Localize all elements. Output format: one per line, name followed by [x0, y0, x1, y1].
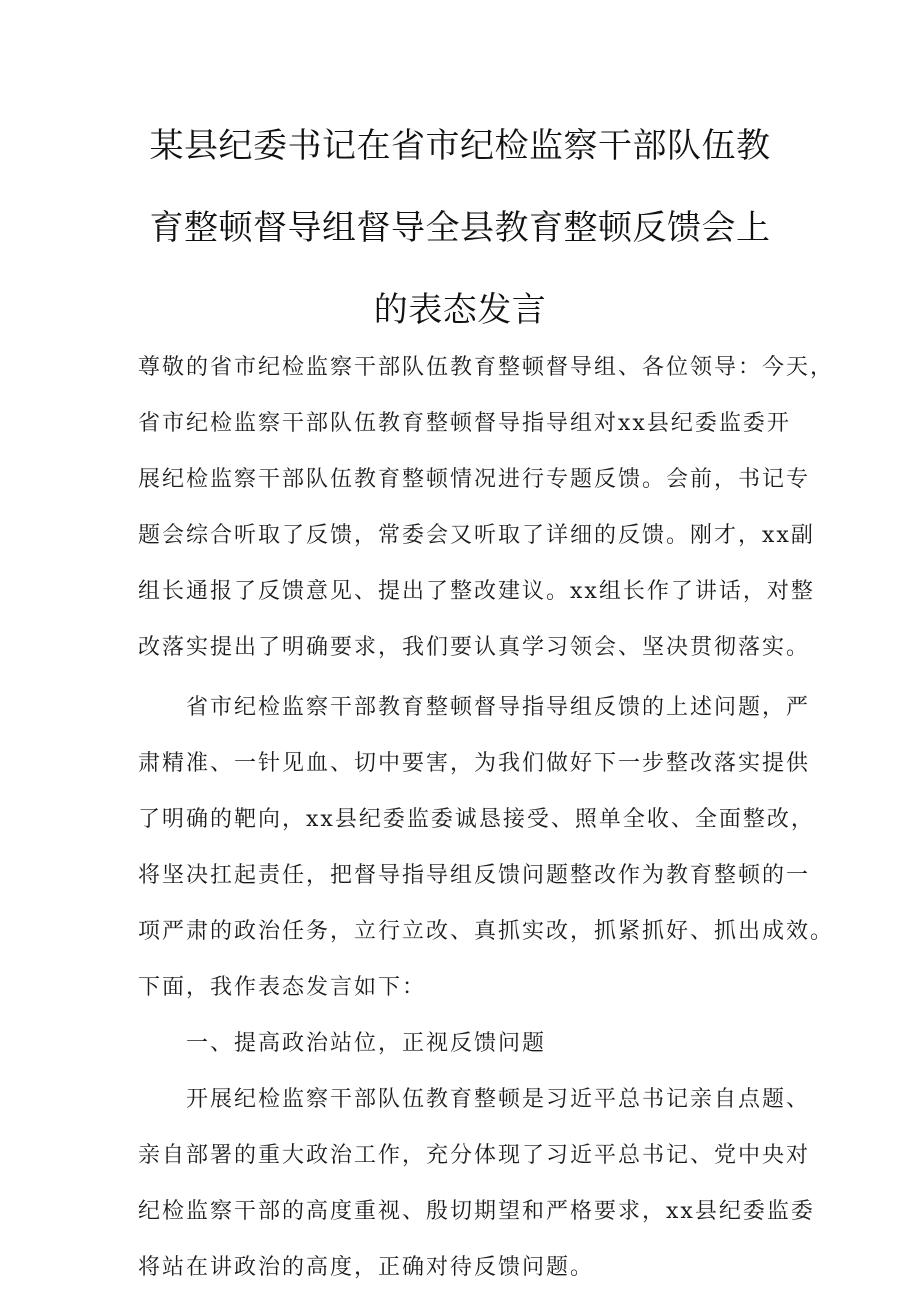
- paragraph-2-line-5: 项严肃的政治任务，立行立改、真抓实改，抓紧抓好、抓出成效。: [138, 919, 835, 944]
- paragraph-2-line-3: 了明确的靶向，xx县纪委监委诚恳接受、照单全收、全面整改，: [138, 807, 815, 832]
- document-title-line-2: 育整顿督导组督导全县教育整顿反馈会上: [149, 208, 771, 248]
- paragraph-2-line-1: 省市纪检监察干部教育整顿督导指导组反馈的上述问题，严: [186, 695, 811, 720]
- paragraph-2-line-2: 肃精准、一针见血、切中要害，为我们做好下一步整改落实提供: [138, 751, 811, 776]
- paragraph-3-line-4: 将站在讲政治的高度，正确对待反馈问题。: [138, 1255, 595, 1280]
- paragraph-1-line-2: 省市纪检监察干部队伍教育整顿督导指导组对xx县纪委监委开: [138, 411, 791, 436]
- paragraph-1-line-6: 改落实提出了明确要求，我们要认真学习领会、坚决贯彻落实。: [138, 635, 811, 660]
- document-title-line-3: 的表态发言: [373, 290, 547, 330]
- paragraph-3-line-1: 开展纪检监察干部队伍教育整顿是习近平总书记亲自点题、: [186, 1087, 811, 1112]
- section-heading-1: 一、提高政治站位，正视反馈问题: [186, 1031, 547, 1056]
- paragraph-3-line-2: 亲自部署的重大政治工作，充分体现了习近平总书记、党中央对: [138, 1143, 811, 1168]
- paragraph-1-line-1: 尊敬的省市纪检监察干部队伍教育整顿督导组、各位领导：今天，: [138, 355, 835, 380]
- paragraph-1-line-5: 组长通报了反馈意见、提出了整改建议。xx组长作了讲话，对整: [138, 579, 815, 604]
- document-title-line-1: 某县纪委书记在省市纪检监察干部队伍教: [149, 126, 771, 166]
- paragraph-2-line-6: 下面，我作表态发言如下：: [138, 975, 427, 1000]
- paragraph-1-line-3: 展纪检监察干部队伍教育整顿情况进行专题反馈。会前，书记专: [138, 467, 811, 492]
- paragraph-2-line-4: 将坚决扛起责任，把督导指导组反馈问题整改作为教育整顿的一: [138, 863, 811, 888]
- paragraph-1-line-4: 题会综合听取了反馈，常委会又听取了详细的反馈。刚才，xx副: [138, 523, 815, 548]
- paragraph-3-line-3: 纪检监察干部的高度重视、殷切期望和严格要求，xx县纪委监委: [138, 1199, 815, 1224]
